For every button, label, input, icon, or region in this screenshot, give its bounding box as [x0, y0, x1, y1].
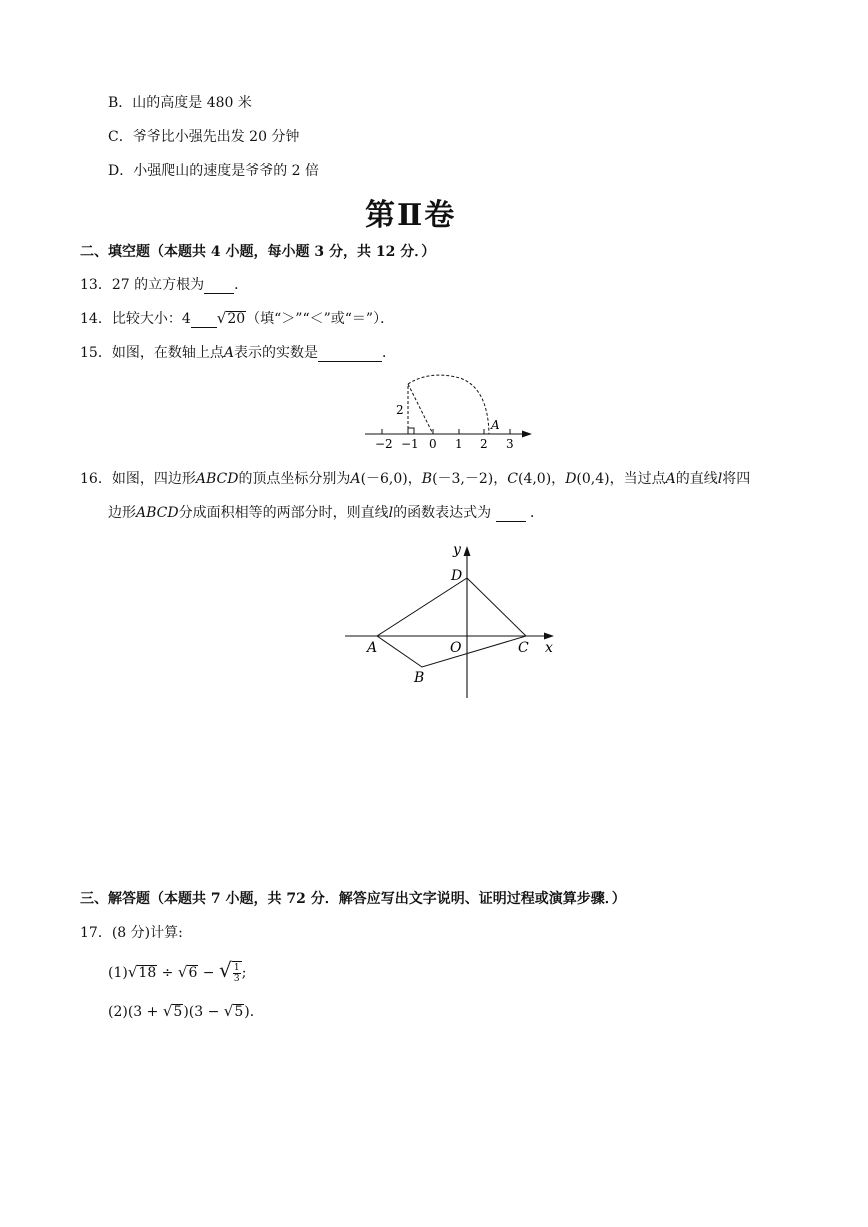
answer-blank[interactable] — [496, 507, 526, 522]
math-variable: ABCD — [136, 505, 179, 521]
sqrt-sign: √ — [216, 309, 227, 327]
text-fragment: (4,0)， — [517, 471, 566, 487]
question-number: 16． — [80, 471, 112, 487]
fraction — [233, 963, 241, 984]
point-a-label: A — [491, 418, 500, 432]
number-line-figure — [360, 372, 540, 454]
tick-label: 3 — [506, 437, 514, 451]
text-fragment: 如图，四边形 — [111, 471, 196, 487]
text-fragment: 的函数表达式为 — [393, 505, 492, 521]
vertex-c-label: C — [518, 640, 529, 656]
expression-text: )． — [244, 1004, 264, 1020]
question-15 — [80, 342, 396, 362]
question-text-mid: 表示的实数是 — [233, 345, 318, 361]
question-text: 27 的立方根为 — [111, 277, 205, 293]
question-17-part-1 — [108, 958, 246, 984]
math-variable: A — [665, 471, 676, 487]
answer-blank[interactable] — [191, 313, 217, 328]
math-variable: l — [717, 471, 723, 487]
question-16-line1 — [80, 468, 750, 488]
part-end: ; — [241, 965, 247, 981]
operator: ÷ — [157, 965, 178, 981]
quadrilateral-figure — [340, 538, 560, 703]
question-number: 13． — [80, 277, 112, 293]
text-fragment: 的顶点坐标分别为 — [238, 471, 351, 487]
right-angle-mark — [408, 428, 414, 434]
math-variable: B — [421, 471, 433, 487]
question-17-part-2 — [108, 1001, 264, 1021]
radicand: 20 — [227, 311, 246, 327]
question-number: 15． — [80, 345, 112, 361]
text-fragment: (0,4)，当过点 — [576, 471, 666, 487]
section-2-heading: 二、填空题（本题共 4 小题，每小题 3 分，共 12 分．） — [80, 244, 436, 260]
section-3-heading: 三、解答题（本题共 7 小题，共 72 分．解答应写出文字说明、证明过程或演算步骤．） — [80, 891, 626, 907]
question-text-end: ． — [530, 505, 544, 521]
text-fragment: 分成面积相等的两部分时，则直线 — [178, 505, 389, 521]
sqrt-sign: √ — [127, 963, 138, 981]
option-d: D．小强爬山的速度是爷爷的 2 倍 — [108, 163, 320, 179]
text-fragment: (－3,－2)， — [432, 471, 508, 487]
math-variable: A — [350, 471, 361, 487]
question-14 — [80, 308, 394, 328]
option-b: B．山的高度是 480 米 — [108, 95, 252, 111]
hypotenuse-segment — [408, 384, 433, 434]
math-variable: ABCD — [195, 471, 239, 487]
math-variable: C — [507, 471, 518, 487]
question-17 — [80, 922, 183, 942]
question-number: 14． — [80, 311, 112, 327]
text-fragment: 将四 — [722, 471, 751, 487]
x-axis-arrow — [544, 633, 554, 640]
radicand: 5 — [234, 1004, 244, 1020]
part-label: (2) — [108, 1004, 128, 1020]
question-text-end: ． — [234, 277, 249, 293]
option-c: C．爷爷比小强先出发 20 分钟 — [108, 129, 300, 145]
vertex-b-label: B — [414, 670, 425, 686]
fraction-numerator: 1 — [233, 962, 240, 973]
operator: − — [198, 965, 219, 981]
tick-label: 0 — [429, 437, 437, 451]
text-fragment: 的直线 — [675, 471, 718, 487]
fraction-denominator: 3 — [233, 973, 240, 984]
question-text-end: （填“＞”“＜”或“＝”）． — [246, 311, 395, 327]
sqrt-sign: √ — [177, 963, 188, 981]
sqrt-sign: √ — [223, 1002, 234, 1020]
tick-label: 2 — [480, 437, 488, 451]
x-axis-label: x — [545, 640, 553, 656]
point-variable: A — [223, 345, 234, 361]
sqrt-sign: √ — [162, 1002, 173, 1020]
question-text-end: ． — [381, 345, 396, 361]
radicand: 5 — [173, 1004, 183, 1020]
text-fragment: 边形 — [108, 505, 136, 521]
question-text: 比较大小：4 — [111, 311, 191, 327]
question-13 — [80, 274, 248, 294]
answer-blank[interactable] — [204, 279, 234, 294]
expression-text: (3 + — [127, 1004, 163, 1020]
tick-label: 1 — [455, 437, 463, 451]
y-axis-label: y — [453, 542, 461, 558]
arc — [408, 375, 489, 434]
y-axis-arrow — [464, 546, 471, 556]
math-variable: D — [565, 471, 577, 487]
question-16-line2 — [108, 502, 544, 522]
math-variable: l — [388, 505, 394, 521]
vertex-d-label: D — [451, 568, 463, 584]
tick-label: −2 — [375, 437, 393, 451]
radicand: 18 — [138, 965, 157, 981]
question-text: 如图，在数轴上点 — [111, 345, 224, 361]
axis-arrow — [522, 431, 532, 438]
tick-label: −1 — [401, 437, 419, 451]
answer-blank[interactable] — [318, 347, 382, 362]
expression-text: )(3 − — [183, 1004, 224, 1020]
question-text: (8 分)计算: — [111, 925, 183, 941]
fraction-radicand — [232, 961, 242, 984]
height-label: 2 — [396, 403, 404, 417]
part-title: 第Ⅱ卷 — [365, 198, 457, 233]
vertex-a-label: A — [367, 640, 378, 656]
text-fragment: (－6,0)， — [360, 471, 422, 487]
radicand: 6 — [188, 965, 198, 981]
part-label: (1) — [108, 965, 128, 981]
question-number: 17． — [80, 925, 112, 941]
origin-label: O — [450, 640, 462, 656]
sqrt-sign: √ — [219, 958, 232, 982]
